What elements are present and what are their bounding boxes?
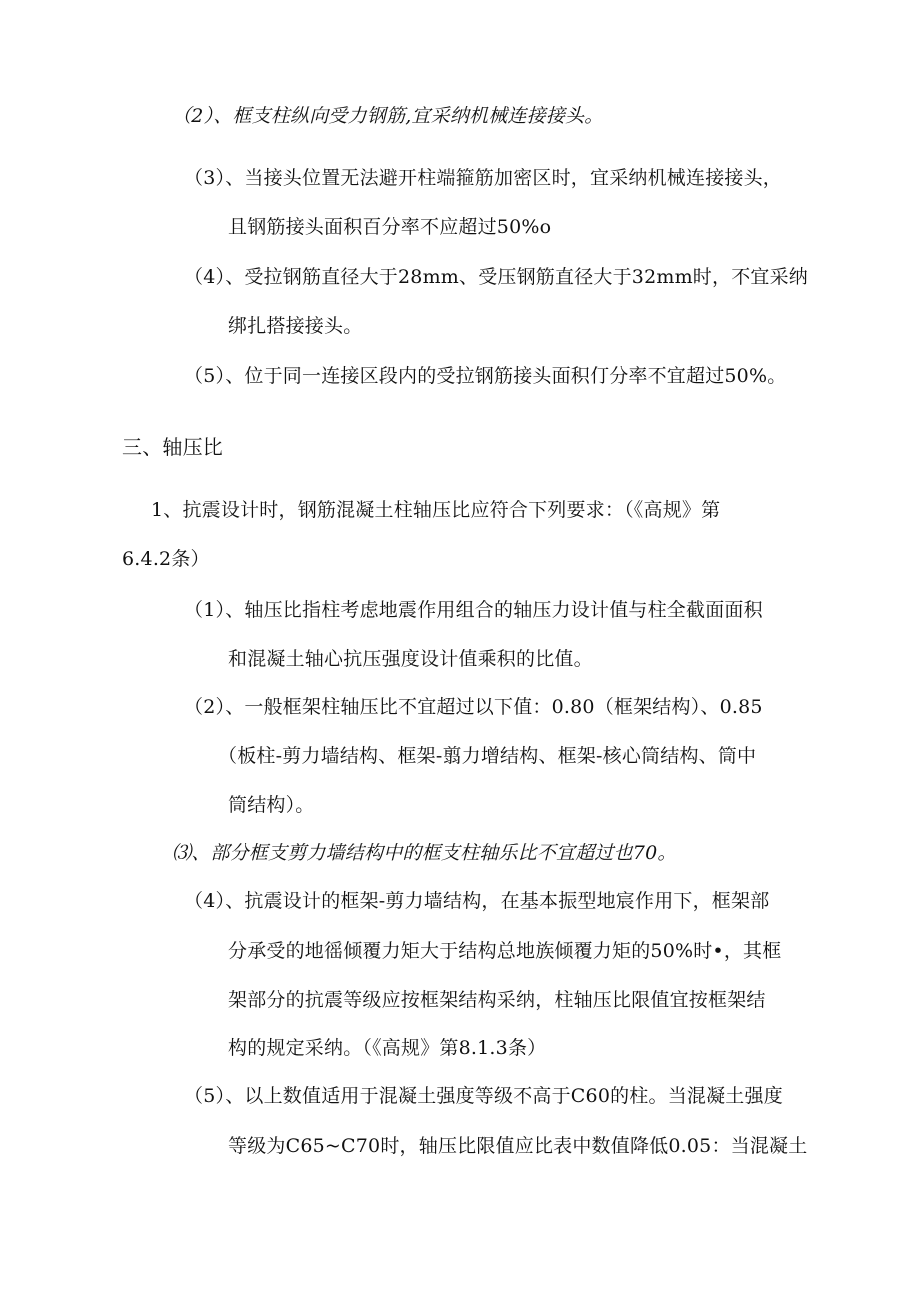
clause-1-line-1: 1、抗震设计时，钢筋混凝土柱轴压比应符合下列要求：（《高规》第 — [151, 499, 721, 521]
sub-item-2-line-2: （板柱-剪力墙结构、框架-翦力增结构、框架-核心筒结构、筒中 — [218, 745, 757, 767]
sub-item-3-line-1: ⑶、部分框支剪力墙结构中的框支柱轴乐比不宜超过也70。 — [172, 842, 677, 864]
sub-item-5-line-1: （5）、以上数值适用于混凝土强度等级不高于C60的柱。当混凝土强度 — [184, 1085, 783, 1107]
item-4-line-1: （4）、受拉钢筋直径大于28mm、受压钢筋直径大于32mm时，不宜采纳 — [184, 266, 809, 288]
sub-item-1-line-2: 和混凝土轴心抗压强度设计值乘积的比值。 — [228, 648, 593, 670]
sub-item-2-line-3: 筒结构）。 — [228, 794, 315, 816]
item-4-line-2: 绑扎搭接接头。 — [228, 315, 363, 337]
item-5-line-1: （5）、位于同一连接区段内的受拉钢筋接头面积仃分率不宜超过50%。 — [184, 365, 787, 387]
clause-1-line-2: 6.4.2条） — [122, 548, 210, 570]
item-3-line-2: 且钢筋接头面积百分率不应超过50%o — [228, 216, 552, 238]
sub-item-1-line-1: （1）、轴压比指柱考虑地震作用组合的轴压力设计值与柱全截面面积 — [184, 599, 763, 621]
sub-item-2-line-1: （2）、一般框架柱轴压比不宜超过以下值：0.80（框架结构）、0.85 — [184, 696, 763, 718]
item-2-framed-column-rebar: （2）、框支柱纵向受力钢筋,宜采纳机械连接接头。 — [172, 105, 604, 127]
sub-item-4-line-4: 构的规定采纳。（《高规》第8.1.3条） — [228, 1037, 547, 1059]
item-3-line-1: （3）、当接头位置无法避开柱端箍筋加密区时，宜采纳机械连接接头， — [184, 167, 782, 189]
sub-item-4-line-1: （4）、抗震设计的框架-剪力墙结构，在基本振型地宸作用下，框架部 — [184, 890, 770, 912]
section-heading-axial-ratio: 三、轴压比 — [122, 435, 223, 459]
sub-item-4-line-3: 架部分的抗震等级应按框架结构采纳，柱轴压比限值宜按框架结 — [228, 989, 766, 1011]
sub-item-4-line-2: 分承受的地徭倾覆力矩大于结构总地族倾覆力矩的50%时•，其框 — [228, 940, 782, 962]
sub-item-5-line-2: 等级为C65~C70时，轴压比限值应比表中数值降低0.05：当混凝土 — [228, 1135, 808, 1157]
